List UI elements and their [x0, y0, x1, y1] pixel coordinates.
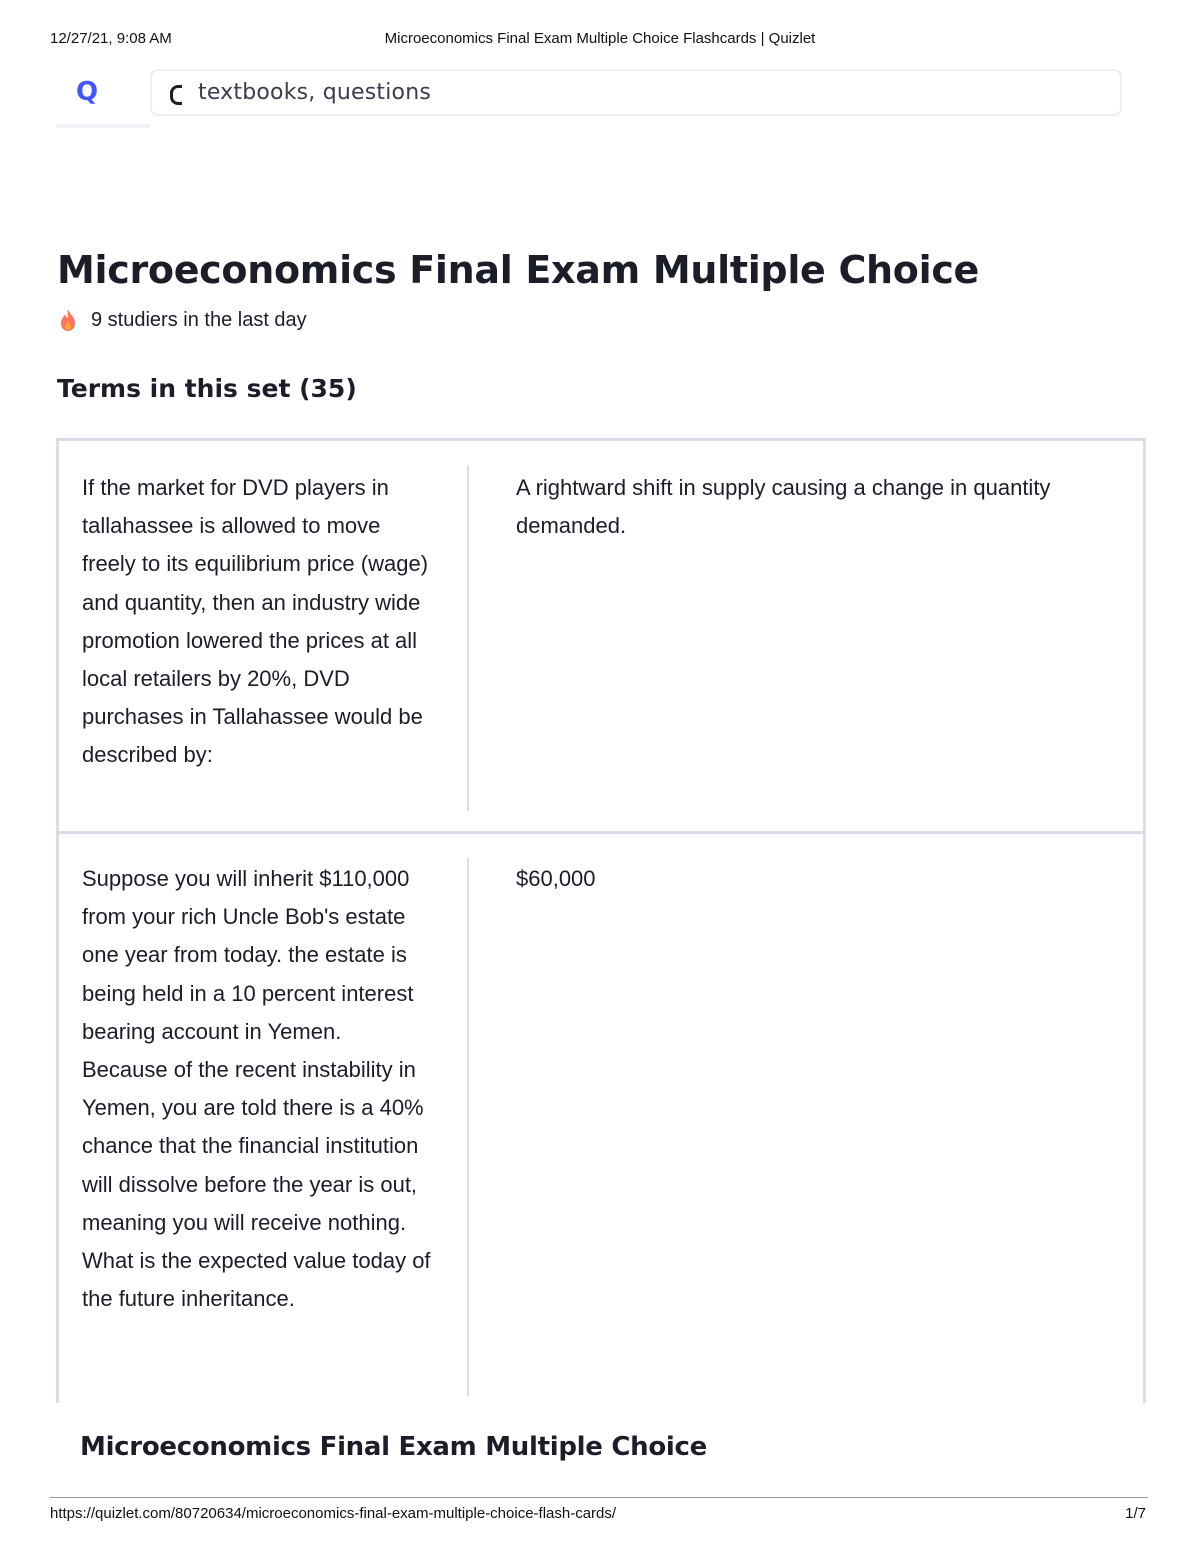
print-footer-divider	[50, 1497, 1148, 1498]
search-bar[interactable]	[150, 69, 1122, 116]
print-document-title: Microeconomics Final Exam Multiple Choice Flashcards | Quizlet	[384, 30, 816, 47]
page-title: Microeconomics Final Exam Multiple Choice	[57, 248, 980, 292]
footer-set-title: Microeconomics Final Exam Multiple Choice	[80, 1432, 707, 1462]
print-url: https://quizlet.com/80720634/microeconomics-final-exam-multiple-choice-flash-cards/	[50, 1505, 617, 1522]
search-placeholder: textbooks, questions	[198, 80, 432, 105]
logo-text: Q	[76, 77, 98, 107]
card-definition: $60,000	[516, 866, 596, 891]
card-term: Suppose you will inherit $110,000 from your rich Uncle Bob's estate one year from today. the estate is being held in a 10 percent interest bearing account in Yemen. Because of the recent instability in Yemen, you are told there is a 40% chance that the financial institution will dissolve before the year is out, meaning you will receive nothing. What is the expected value today of the future inheritance.	[82, 866, 431, 1312]
print-datetime: 12/27/21, 9:08 AM	[50, 30, 172, 47]
quizlet-logo[interactable]	[76, 76, 132, 108]
logo-underline	[56, 124, 150, 128]
print-page-number: 1/7	[1125, 1505, 1146, 1522]
studiers-text: 9 studiers in the last day	[91, 308, 307, 331]
flashcard[interactable]	[56, 831, 1146, 1403]
card-definition: A rightward shift in supply causing a change in quantity demanded.	[516, 475, 1051, 539]
search-icon	[170, 83, 188, 103]
flashcard[interactable]	[56, 438, 1146, 835]
studiers-stat	[58, 308, 307, 332]
terms-heading: Terms in this set (35)	[57, 374, 357, 403]
card-term: If the market for DVD players in tallahassee is allowed to move freely to its equilibrium price (wage) and quantity, then an industry wide promotion lowered the prices at all local retailers by 20%, DVD purchases in Tallahassee would be described by:	[82, 475, 429, 768]
fire-icon	[58, 308, 78, 332]
card-divider	[467, 858, 469, 1396]
card-divider	[467, 465, 469, 811]
